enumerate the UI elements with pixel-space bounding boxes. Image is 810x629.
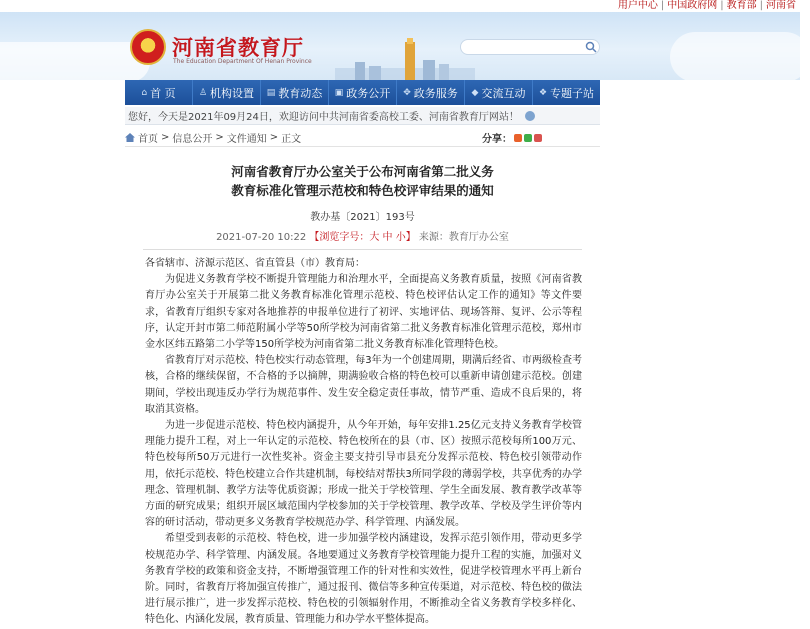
nav-item-interaction[interactable] [465,80,533,105]
chat-icon: ◆ [471,87,479,98]
breadcrumb-notices[interactable]: 文件通知 [226,134,267,145]
header-banner [0,12,800,80]
top-links [618,0,800,12]
breadcrumb-separator: > [215,132,224,143]
nav-label: 政务公开 [346,86,391,100]
article-source: 来源：教育厅办公室 [418,232,509,243]
nav-item-gov-affairs[interactable] [329,80,397,105]
main-nav [125,80,600,105]
skyline-illustration [335,38,475,80]
nav-label: 机构设置 [210,86,255,100]
nav-item-services[interactable] [397,80,465,105]
breadcrumb-current: 正文 [281,134,302,145]
nav-item-news[interactable] [261,80,329,105]
body-paragraph: 希望受到表彰的示范校、特色校，进一步加强学校内涵建设，发挥示范引领作用，带动更多学校规范办学、科学管理、内涵发展。各地要通过义务教育学校管理能力提升工程的实施，加强对义务教育学校的政策和资金支持，不断增强管理工作的针对性和实效性，促进学校管理水平再上新台阶。同时，省教育厅将加强宣传推广，通过报刊、微信等多种宣传渠道，对示范校、特色校的做法进行展示推广，进一步发挥示范校、特色校的引领辐射作用，不断推动全省义务教育学校多样化、特色化、内涵化发展，教育质量、管理能力和办学水平整体提高。 [145,533,582,626]
divider: | [720,0,724,11]
org-icon: ♙ [198,87,208,98]
breadcrumb-separator: > [269,132,279,143]
welcome-message: 您好，今天是2021年09月24日，欢迎访问中共河南省委高校工委、河南省教育厅网站！ [128,112,519,123]
share-group [482,130,600,145]
top-link-gov[interactable]: 中国政府网 [667,0,718,11]
search-icon[interactable] [584,40,598,54]
greeting: 各省辖市、济源示范区、省直管县（市）教育局： [145,258,365,269]
top-link-user-center[interactable]: 用户中心 [617,0,658,11]
nav-label: 教育动态 [278,86,323,100]
divider: | [759,0,763,11]
divider: | [660,0,665,11]
nav-item-org[interactable] [193,80,261,105]
wechat-share-icon[interactable] [524,134,532,142]
national-emblem-logo [130,29,166,65]
breadcrumb-home[interactable]: 首页 [138,134,158,145]
breadcrumb-info-public[interactable]: 信息公开 [172,134,213,145]
top-link-henan[interactable]: 河南省 [766,0,796,11]
breadcrumb [125,130,301,145]
breadcrumb-separator: > [161,132,170,143]
nav-label: 政务服务 [413,86,458,100]
nav-item-topics[interactable] [533,80,600,105]
weibo-share-icon[interactable] [514,134,522,142]
speaker-icon [525,111,535,121]
font-size-options[interactable]: 大 中 小】 [369,232,416,243]
article-title-line2: 教育标准化管理示范校和特色校评审结果的通知 [231,183,494,198]
cloud-decoration [670,32,810,82]
article-meta [125,228,600,243]
article-title [125,162,600,200]
nav-item-home[interactable] [125,80,193,105]
print-share-icon[interactable] [534,134,542,142]
nav-label: 首 页 [150,86,176,100]
doc-icon: ▣ [334,87,344,98]
service-icon: ✥ [403,87,411,98]
welcome-bar [125,107,600,125]
share-label: 分享： [482,134,512,145]
body-paragraph: 为进一步促进示范校、特色校内涵提升，从今年开始，每年安排1.25亿元支持义务教育学校管理能力提升工程，对上一年认定的示范校、特色校所在的县（市、区）按照示范校每所100万元、特色校每所50万元进行一次性奖补。资金主要支持引导市县充分发挥示范校、特色校引领带动作用，依托示范校、特色校建立合作共建机制，每校结对帮扶3所同学段的薄弱学校，共享优秀的办学理念、管理机制、教学方法等优质资源；形成一批关于学校管理、学生全面发展、教育教学改革等方面的研究成果；组织开展区域范围内学校参加的关于学校管理、教学改革、学校及学生评价等内容的研讨活动，带动更多义务教育学校规范办学、科学管理、内涵发展。 [145,420,582,529]
search-input[interactable] [460,39,600,55]
document-number: 教办基〔2021〕193号 [310,212,415,223]
site-title[interactable]: 河南省教育厅 [172,36,304,60]
body-paragraph: 为促进义务教育学校不断提升管理能力和治理水平，全面提高义务教育质量，按照《河南省教育厅办公室关于开展第二批义务教育标准化管理示范校、特色校评估认定工作的通知》等文件要求，省教育厅组织专家对各地推荐的申报单位进行了初评、实地评估、现场答辩、复评、公示等程序，认定开封市第二师范附属小学等50所学校为河南省第二批义务教育标准化管理示范校，郑州市金水区纬五路第二小学等150所学校为河南省第二批义务教育标准化管理特色校。 [145,274,582,351]
divider [143,249,582,250]
top-link-moe[interactable]: 教育部 [726,0,757,11]
news-icon: ▤ [266,87,276,98]
article-title-line1: 河南省教育厅办公室关于公布河南省第二批义务 [231,164,494,179]
body-paragraph: 省教育厅对示范校、特色校实行动态管理，每3年为一个创建周期，期满后经省、市两级检查考核，合格的继续保留，不合格的予以摘牌，期满验收合格的特色校可以重新申请创建示范校。创建期间，学校出现违反办学行为规范事件、发生安全稳定责任事故，情节严重、造成不良后果的，将取消其资格。 [145,355,582,415]
site-subtitle: The Education Department Of Henan Province [173,58,312,65]
nav-label: 专题子站 [550,86,595,100]
cloud-decoration [0,42,150,82]
article-body [125,256,600,629]
breadcrumb-bar [125,129,600,147]
topic-icon: ❖ [538,87,548,98]
article [125,150,600,626]
home-icon [125,133,135,142]
nav-label: 交流互动 [481,86,526,100]
publish-date: 2021-07-20 10:22 [216,232,307,243]
house-icon: ⌂ [141,87,148,98]
font-size-label: 【浏览字号： [309,232,370,243]
